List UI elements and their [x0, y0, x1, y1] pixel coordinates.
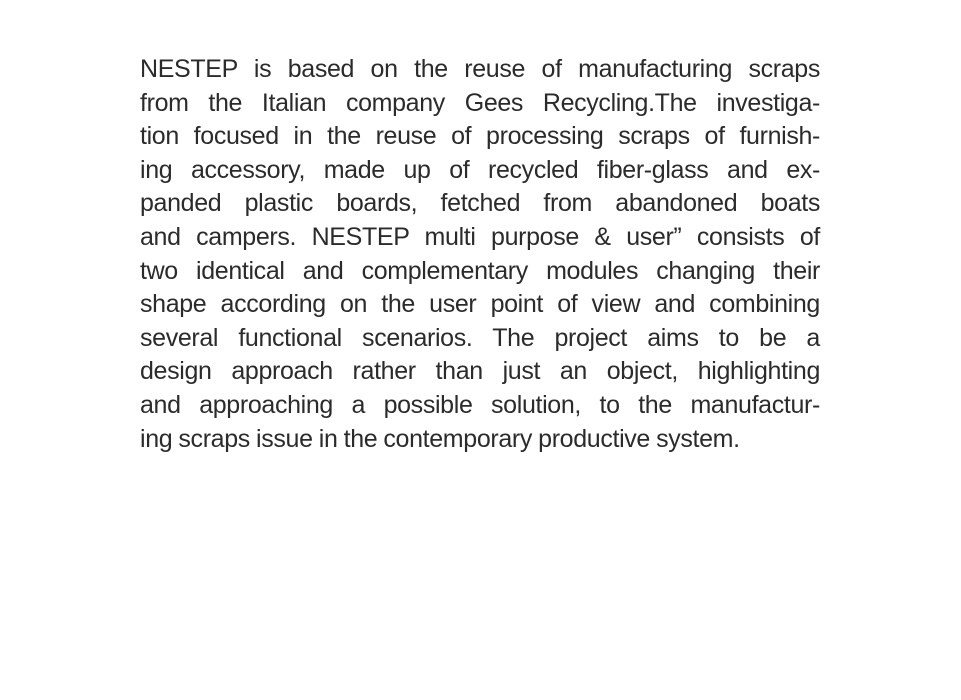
paragraph-line: shape according on the user point of view and combining	[140, 290, 820, 319]
paragraph-line: ing scraps issue in the contemporary productive system.	[140, 424, 740, 453]
paragraph-line: tion focused in the reuse of processing scraps of furnish-	[140, 122, 820, 151]
paragraph-line: panded plastic boards, fetched from abandoned boats	[140, 189, 820, 218]
paragraph-line: and campers. NESTEP multi purpose & user” consists of	[140, 222, 820, 251]
paragraph-line: several functional scenarios. The project aims to be a	[140, 323, 820, 352]
paragraph-line: NESTEP is based on the reuse of manufacturing scraps	[140, 55, 820, 83]
body-paragraph	[140, 53, 820, 456]
paragraph-line: ing accessory, made up of recycled fiber-glass and ex-	[140, 155, 820, 184]
paragraph-line: two identical and complementary modules changing their	[140, 256, 820, 285]
paragraph-line: from the Italian company Gees Recycling.The investiga-	[140, 88, 820, 117]
paragraph-line: design approach rather than just an object, highlighting	[140, 357, 820, 386]
paragraph-line: and approaching a possible solution, to the manufactur-	[140, 390, 820, 419]
